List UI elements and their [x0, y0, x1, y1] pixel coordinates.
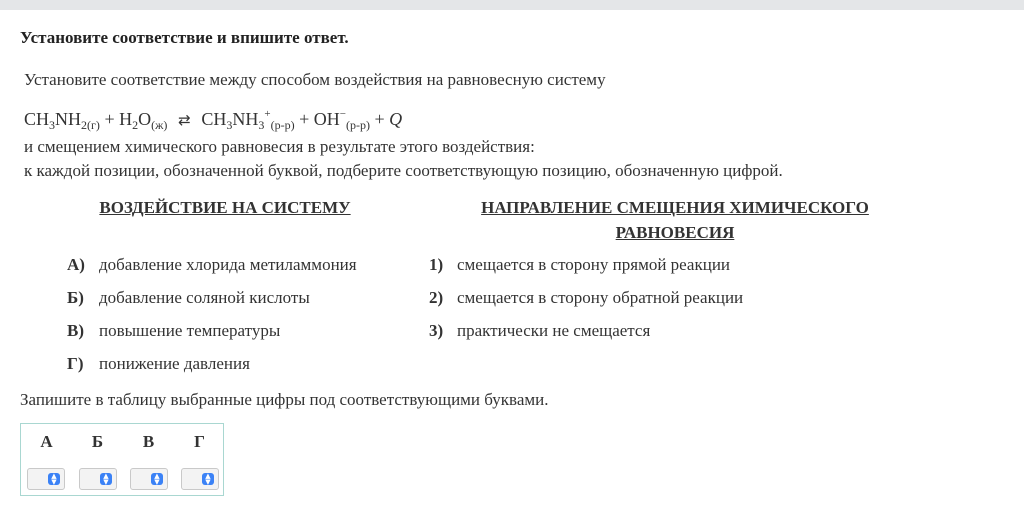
answer-select-a[interactable]	[27, 468, 65, 490]
reaction-equation	[24, 108, 402, 133]
eq-subscript: 2(г)	[81, 118, 100, 132]
option-text: добавление соляной кислоты	[99, 288, 310, 307]
left-option	[67, 255, 357, 275]
answer-header-v: В	[142, 432, 155, 451]
left-option	[67, 288, 310, 308]
option-key: 2)	[429, 288, 444, 307]
eq-subscript: 3	[49, 118, 56, 132]
eq-text: OH	[313, 109, 340, 129]
option-key: 3)	[429, 321, 444, 340]
task-line-1: и смещением химического равновесия в результате этого воздействия:	[24, 137, 535, 156]
option-text: смещается в сторону прямой реакции	[457, 255, 731, 274]
answer-select-v[interactable]	[130, 468, 168, 490]
option-text: добавление хлорида метиламмония	[99, 255, 357, 274]
eq-plus: +	[99, 109, 120, 129]
task-heading: Установите соответствие и впишите ответ.	[20, 28, 349, 47]
left-option	[67, 354, 250, 374]
eq-subscript: (р-р)	[346, 118, 370, 132]
eq-text: H	[119, 109, 133, 129]
option-key: А)	[67, 255, 85, 274]
up-down-chevron-icon: ▲ ▼	[100, 473, 112, 485]
option-key: 1)	[429, 255, 444, 274]
eq-subscript: (р-р)	[270, 118, 295, 132]
up-down-chevron-icon: ▲ ▼	[48, 473, 60, 485]
left-option	[67, 321, 280, 341]
eq-heat: Q	[389, 109, 403, 129]
eq-text: NH	[55, 109, 82, 129]
right-column-header: НАПРАВЛЕНИЕ СМЕЩЕНИЯ ХИМИЧЕСКОГО РАВНОВЕСИЯ	[481, 198, 869, 242]
option-text: понижение давления	[99, 354, 250, 373]
option-key: Б)	[67, 288, 84, 307]
option-text: смещается в сторону обратной реакции	[457, 288, 744, 307]
top-bar	[0, 0, 1024, 10]
up-down-chevron-icon: ▲ ▼	[202, 473, 214, 485]
answer-select-g[interactable]	[181, 468, 219, 490]
option-key: В)	[67, 321, 84, 340]
eq-subscript: (ж)	[151, 118, 168, 132]
answer-table	[20, 423, 224, 496]
answer-header-b: Б	[91, 432, 104, 451]
eq-plus: +	[370, 109, 390, 129]
eq-plus: +	[294, 109, 314, 129]
answer-instruction: Запишите в таблицу выбранные цифры под соответствующими буквами.	[20, 390, 549, 409]
option-key: Г)	[67, 354, 84, 373]
right-option	[429, 288, 743, 308]
eq-text: O	[138, 109, 152, 129]
answer-header-a: А	[40, 432, 53, 451]
eq-text: CH	[201, 109, 227, 129]
task-line-2: к каждой позиции, обозначенной буквой, подберите соответствующую позицию, обозначенную цифрой.	[24, 161, 783, 180]
left-column-header: ВОЗДЕЙСТВИЕ НА СИСТЕМУ	[99, 198, 351, 217]
task-intro: Установите соответствие между способом воздействия на равновесную систему	[24, 70, 606, 89]
option-text: повышение температуры	[99, 321, 281, 340]
eq-subscript: 2	[132, 118, 139, 132]
right-option	[429, 321, 650, 341]
answer-header-g: Г	[194, 432, 205, 451]
eq-superscript: +	[264, 108, 271, 120]
equilibrium-arrow-icon: ⇄	[178, 111, 191, 129]
answer-select-b[interactable]	[79, 468, 117, 490]
eq-superscript: −	[339, 108, 346, 120]
eq-text: NH	[232, 109, 259, 129]
right-option	[429, 255, 730, 275]
eq-text: CH	[24, 109, 50, 129]
eq-subscript: 3	[258, 118, 265, 132]
option-text: практически не смещается	[457, 321, 651, 340]
eq-subscript: 3	[226, 118, 233, 132]
up-down-chevron-icon: ▲ ▼	[151, 473, 163, 485]
